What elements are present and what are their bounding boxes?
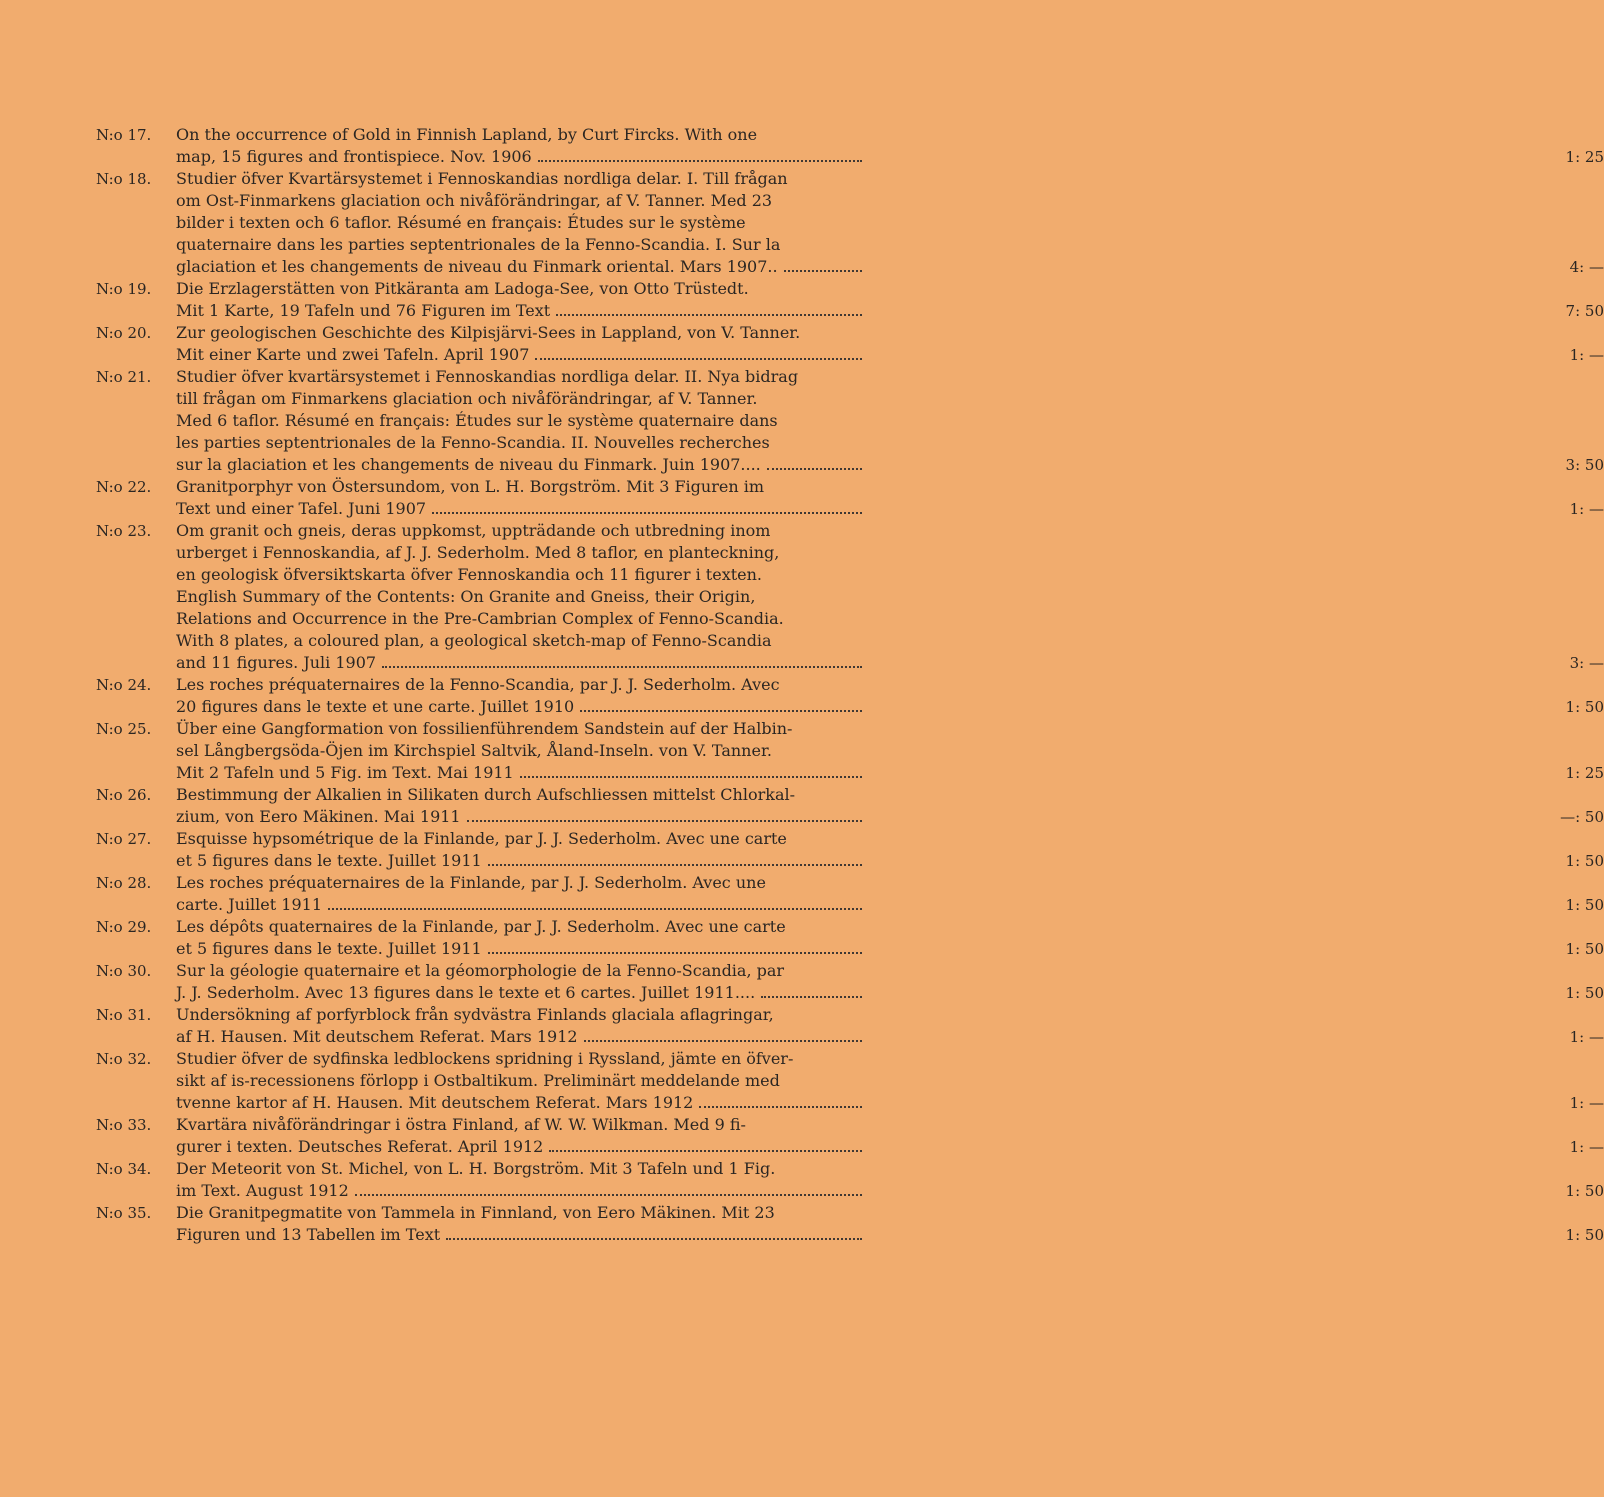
entry-text: [176, 278, 866, 322]
publication-entry: [0, 784, 1604, 828]
entry-price: 1: 50: [1565, 940, 1604, 958]
entry-line: On the occurrence of Gold in Finnish Lapland, by Curt Fircks. With one: [176, 125, 758, 144]
entry-price: 1: —: [1569, 1138, 1604, 1156]
entry-number: N:o 35.: [96, 1204, 152, 1222]
entry-last-line: [176, 938, 866, 960]
entry-line: Les roches préquaternaires de la Finlande, par J. J. Sederholm. Avec une: [176, 873, 766, 892]
entry-price: —: 50: [1560, 808, 1604, 826]
entry-number: N:o 20.: [96, 324, 152, 342]
entry-price: 1: —: [1569, 500, 1604, 518]
entry-text: [176, 366, 866, 476]
publication-entry: [0, 278, 1604, 322]
entry-price: 1: —: [1569, 346, 1604, 364]
entry-last-line: [176, 344, 866, 366]
entry-line: Bestimmung der Alkalien in Silikaten durch Aufschliessen mittelst Chlorkal-: [176, 785, 796, 804]
entry-tail-text: and 11 figures. Juli 1907: [176, 653, 377, 672]
entry-line: Relations and Occurrence in the Pre-Cambrian Complex of Fenno-Scandia.: [176, 609, 784, 628]
entry-tail-text: zium, von Eero Mäkinen. Mai 1911: [176, 807, 461, 826]
entry-tail-text: map, 15 figures and frontispiece. Nov. 1906: [176, 147, 532, 166]
entry-text: [176, 960, 866, 1004]
entry-line: English Summary of the Contents: On Granite and Gneiss, their Origin,: [176, 587, 756, 606]
entry-text: [176, 322, 866, 366]
entry-number: N:o 23.: [96, 522, 152, 540]
entry-text: [176, 718, 866, 784]
publication-entry: [0, 674, 1604, 718]
entry-tail-text: gurer i texten. Deutsches Referat. April 1912: [176, 1137, 544, 1156]
entry-text: [176, 872, 866, 916]
entry-line: bilder i texten och 6 taflor. Résumé en français: Études sur le système: [176, 213, 746, 232]
entry-number: N:o 31.: [96, 1006, 152, 1024]
leader-dots: [556, 314, 862, 316]
publication-entry: [0, 960, 1604, 1004]
leader-dots: [488, 864, 862, 866]
entry-last-line: [176, 1136, 866, 1158]
entry-line: Med 6 taflor. Résumé en français: Études sur le système quaternaire dans: [176, 411, 778, 430]
entry-text: [176, 1114, 866, 1158]
entry-last-line: [176, 696, 866, 718]
leader-dots: [382, 666, 862, 668]
leader-dots: [538, 160, 862, 162]
entry-tail-text: glaciation et les changements de niveau du Finmark oriental. Mars 1907..: [176, 257, 778, 276]
entry-price: 1: 25: [1565, 148, 1604, 166]
leader-dots: [767, 468, 862, 470]
entry-number: N:o 30.: [96, 962, 152, 980]
entry-tail-text: tvenne kartor af H. Hausen. Mit deutschem Referat. Mars 1912: [176, 1093, 694, 1112]
entry-number: N:o 25.: [96, 720, 152, 738]
entry-price: 3: —: [1569, 654, 1604, 672]
leader-dots: [580, 710, 862, 712]
entry-text: [176, 1158, 866, 1202]
entry-last-line: [176, 982, 866, 1004]
entry-text: [176, 674, 866, 718]
entry-last-line: [176, 256, 866, 278]
leader-dots: [699, 1106, 862, 1108]
entry-text: [176, 1048, 866, 1114]
entry-number: N:o 18.: [96, 170, 152, 188]
publication-entry: [0, 1048, 1604, 1114]
entry-tail-text: Mit 1 Karte, 19 Tafeln und 76 Figuren im Text: [176, 301, 551, 320]
entry-number: N:o 27.: [96, 830, 152, 848]
entry-price: 3: 50: [1565, 456, 1604, 474]
entry-last-line: [176, 1026, 866, 1048]
entry-line: till frågan om Finmarkens glaciation och nivåförändringar, af V. Tanner.: [176, 389, 758, 408]
entry-last-line: [176, 1092, 866, 1114]
entry-last-line: [176, 652, 866, 674]
entry-tail-text: Mit einer Karte und zwei Tafeln. April 1907: [176, 345, 530, 364]
entry-price: 1: 50: [1565, 1182, 1604, 1200]
entry-number: N:o 28.: [96, 874, 152, 892]
entry-price: 4: —: [1569, 258, 1604, 276]
entry-tail-text: Figuren und 13 Tabellen im Text: [176, 1225, 441, 1244]
entry-last-line: [176, 762, 866, 784]
entry-number: N:o 29.: [96, 918, 152, 936]
entry-line: Studier öfver de sydfinska ledblockens spridning i Ryssland, jämte en öfver-: [176, 1049, 794, 1068]
publication-entry: [0, 828, 1604, 872]
entry-last-line: [176, 806, 866, 828]
publication-entry: [0, 1114, 1604, 1158]
publication-entry: [0, 322, 1604, 366]
entry-price: 1: 50: [1565, 896, 1604, 914]
leader-dots: [584, 1040, 862, 1042]
entry-line: les parties septentrionales de la Fenno-Scandia. II. Nouvelles recherches: [176, 433, 770, 452]
leader-dots: [467, 820, 862, 822]
entry-line: Granitporphyr von Östersundom, von L. H. Borgström. Mit 3 Figuren im: [176, 477, 765, 496]
entry-line: Die Granitpegmatite von Tammela in Finnland, von Eero Mäkinen. Mit 23: [176, 1203, 775, 1222]
entry-line: Über eine Gangformation von fossilienführendem Sandstein auf der Halbin-: [176, 719, 793, 738]
entry-tail-text: et 5 figures dans le texte. Juillet 1911: [176, 851, 482, 870]
entry-last-line: [176, 894, 866, 916]
entry-last-line: [176, 1224, 866, 1246]
entry-tail-text: Text und einer Tafel. Juni 1907: [176, 499, 427, 518]
publication-entry: [0, 718, 1604, 784]
entry-line: With 8 plates, a coloured plan, a geological sketch-map of Fenno-Scandia: [176, 631, 772, 650]
publication-entry: [0, 520, 1604, 674]
publication-entry: [0, 872, 1604, 916]
entry-tail-text: et 5 figures dans le texte. Juillet 1911: [176, 939, 482, 958]
entry-number: N:o 33.: [96, 1116, 152, 1134]
entry-line: en geologisk öfversiktskarta öfver Fennoskandia och 11 figurer i texten.: [176, 565, 762, 584]
leader-dots: [761, 996, 862, 998]
publication-entry: [0, 366, 1604, 476]
leader-dots: [535, 358, 862, 360]
entry-last-line: [176, 850, 866, 872]
publication-entry: [0, 1202, 1604, 1246]
entry-tail-text: Mit 2 Tafeln und 5 Fig. im Text. Mai 1911: [176, 763, 514, 782]
publication-entry: [0, 1158, 1604, 1202]
entry-price: 1: 25: [1565, 764, 1604, 782]
leader-dots: [328, 908, 862, 910]
entry-last-line: [176, 454, 866, 476]
publication-entry: [0, 168, 1604, 278]
entry-line: sikt af is-recessionens förlopp i Ostbaltikum. Preliminärt meddelande med: [176, 1071, 780, 1090]
entry-text: [176, 476, 866, 520]
entry-price: 1: 50: [1565, 984, 1604, 1002]
publication-entry: [0, 916, 1604, 960]
leader-dots: [784, 270, 862, 272]
entry-price: 1: 50: [1565, 1226, 1604, 1244]
entry-tail-text: 20 figures dans le texte et une carte. Juillet 1910: [176, 697, 575, 716]
leader-dots: [446, 1238, 862, 1240]
entry-tail-text: J. J. Sederholm. Avec 13 figures dans le texte et 6 cartes. Juillet 1911....: [176, 983, 756, 1002]
entry-last-line: [176, 300, 866, 322]
entry-number: N:o 17.: [96, 126, 152, 144]
entry-line: Esquisse hypsométrique de la Finlande, par J. J. Sederholm. Avec une carte: [176, 829, 787, 848]
entry-line: Studier öfver Kvartärsystemet i Fennoskandias nordliga delar. I. Till frågan: [176, 169, 788, 188]
entry-line: Der Meteorit von St. Michel, von L. H. Borgström. Mit 3 Tafeln und 1 Fig.: [176, 1159, 776, 1178]
entry-text: [176, 828, 866, 872]
entry-number: N:o 19.: [96, 280, 152, 298]
entry-text: [176, 124, 866, 168]
entry-number: N:o 24.: [96, 676, 152, 694]
publication-list: [0, 124, 1604, 1246]
entry-tail-text: im Text. August 1912: [176, 1181, 349, 1200]
entry-number: N:o 32.: [96, 1050, 152, 1068]
entry-line: sel Långbergsöda-Öjen im Kirchspiel Saltvik, Åland-Inseln. von V. Tanner.: [176, 741, 772, 760]
entry-line: Die Erzlagerstätten von Pitkäranta am Ladoga-See, von Otto Trüstedt.: [176, 279, 749, 298]
entry-line: Zur geologischen Geschichte des Kilpisjärvi-Sees in Lappland, von V. Tanner.: [176, 323, 801, 342]
entry-last-line: [176, 146, 866, 168]
entry-text: [176, 784, 866, 828]
entry-number: N:o 26.: [96, 786, 152, 804]
entry-line: Om granit och gneis, deras uppkomst, uppträdande och utbredning inom: [176, 521, 771, 540]
publication-entry: [0, 1004, 1604, 1048]
entry-text: [176, 520, 866, 674]
leader-dots: [520, 776, 862, 778]
entry-price: 1: 50: [1565, 852, 1604, 870]
entry-tail-text: carte. Juillet 1911: [176, 895, 322, 914]
entry-line: urberget i Fennoskandia, af J. J. Sederholm. Med 8 taflor, en planteckning,: [176, 543, 780, 562]
entry-line: Kvartära nivåförändringar i östra Finland, af W. W. Wilkman. Med 9 fi-: [176, 1115, 746, 1134]
entry-last-line: [176, 1180, 866, 1202]
entry-line: quaternaire dans les parties septentrionales de la Fenno-Scandia. I. Sur la: [176, 235, 781, 254]
entry-line: Undersökning af porfyrblock från sydvästra Finlands glaciala aflagringar,: [176, 1005, 774, 1024]
entry-tail-text: af H. Hausen. Mit deutschem Referat. Mars 1912: [176, 1027, 578, 1046]
entry-text: [176, 168, 866, 278]
leader-dots: [549, 1150, 862, 1152]
entry-line: Studier öfver kvartärsystemet i Fennoskandias nordliga delar. II. Nya bidrag: [176, 367, 799, 386]
publication-entry: [0, 124, 1604, 168]
entry-text: [176, 1004, 866, 1048]
leader-dots: [432, 512, 862, 514]
leader-dots: [355, 1194, 862, 1196]
entry-tail-text: sur la glaciation et les changements de niveau du Finmark. Juin 1907....: [176, 455, 761, 474]
publication-entry: [0, 476, 1604, 520]
entry-line: Les roches préquaternaires de la Fenno-Scandia, par J. J. Sederholm. Avec: [176, 675, 780, 694]
entry-line: Sur la géologie quaternaire et la géomorphologie de la Fenno-Scandia, par: [176, 961, 785, 980]
entry-price: 1: —: [1569, 1094, 1604, 1112]
entry-last-line: [176, 498, 866, 520]
entry-line: om Ost-Finmarkens glaciation och nivåförändringar, af V. Tanner. Med 23: [176, 191, 773, 210]
entry-number: N:o 22.: [96, 478, 152, 496]
entry-text: [176, 916, 866, 960]
entry-price: 1: 50: [1565, 698, 1604, 716]
entry-number: N:o 34.: [96, 1160, 152, 1178]
leader-dots: [488, 952, 862, 954]
entry-number: N:o 21.: [96, 368, 152, 386]
entry-price: 7: 50: [1565, 302, 1604, 320]
entry-line: Les dépôts quaternaires de la Finlande, par J. J. Sederholm. Avec une carte: [176, 917, 786, 936]
entry-text: [176, 1202, 866, 1246]
entry-price: 1: —: [1569, 1028, 1604, 1046]
